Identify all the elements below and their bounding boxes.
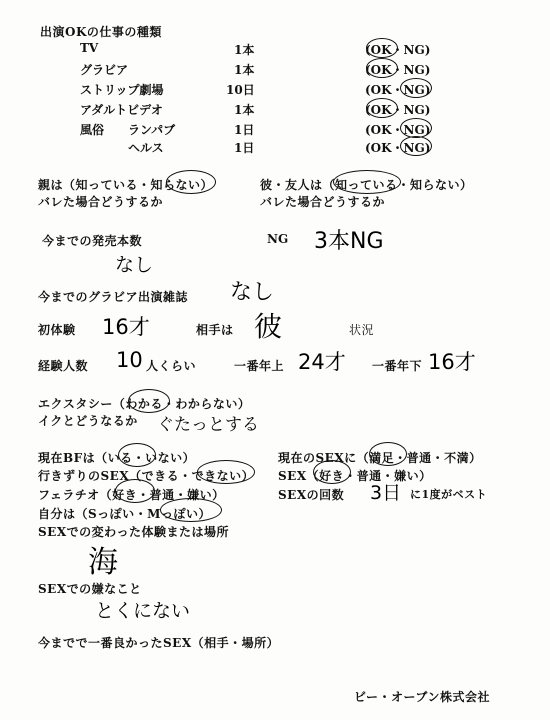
job-options: (OK・NG) (365, 63, 431, 77)
job-qty: 1本 (234, 43, 255, 57)
ng-circle-mark (400, 118, 432, 138)
company-name: ビー・オーブン株式会社 (354, 690, 490, 704)
friends-question: 彼・友人は（知っている・知らない） (260, 178, 473, 192)
job-qty: 1日 (234, 123, 255, 137)
answer-circle-mark (160, 498, 222, 522)
frequency-label: SEXの回数 (278, 488, 345, 502)
job-qty: 1日 (234, 141, 255, 155)
jobs-header: 出演OKの仕事の種類 (40, 25, 162, 39)
ng-circle-mark (400, 136, 432, 156)
answer-circle-mark (115, 479, 155, 503)
first-partner: 彼 (254, 310, 283, 343)
ecstasy-answer: ぐたっとする (157, 415, 259, 435)
unusual-experience-label: SEXでの変わった体験または場所 (38, 525, 230, 539)
job-qty: 10日 (226, 83, 255, 97)
self-type-question: 自分は（Sっぽい・Mっぽい） (38, 507, 211, 521)
frequency-answer: 3日 (370, 482, 402, 504)
releases-answer: なし (115, 254, 154, 276)
oldest-age: 24才 (298, 350, 346, 374)
releases-ng: NG (267, 232, 289, 246)
job-subname: ランパブ (128, 123, 176, 137)
experience-label: 経験人数 (38, 359, 89, 373)
answer-circle-mark (313, 460, 351, 484)
releases-handwritten-ng: 3本NG (314, 229, 384, 254)
job-name: ストリップ劇場 (80, 83, 164, 97)
ecstasy-question: エクスタシー（わかる・わからない） (38, 397, 251, 411)
youngest-age: 16才 (428, 350, 476, 374)
gravure-answer: なし (230, 280, 275, 305)
dislike-answer: とくにない (95, 600, 191, 622)
job-qty: 1本 (234, 63, 255, 77)
releases-label: 今までの発売本数 (42, 234, 143, 248)
ok-circle-mark (366, 98, 398, 118)
ok-circle-mark (366, 38, 398, 58)
gravure-label: 今までのグラビア出演雑誌 (38, 290, 189, 304)
experience-count: 10 (116, 348, 143, 372)
answer-circle-mark (166, 170, 216, 194)
friends-reaction: バレた場合どうするか (260, 195, 386, 209)
answer-circle-mark (333, 170, 401, 194)
bf-question: 現在BFは（いる・いない） (38, 451, 196, 465)
best-sex-label: 今までで一番良かったSEX（相手・場所） (38, 636, 280, 650)
job-qty: 1本 (234, 103, 255, 117)
dislike-label: SEXでの嫌なこと (38, 582, 142, 596)
sex-satisfaction-question: 現在のSEXに（満足・普通・不満） (278, 451, 482, 465)
job-name: グラビア (80, 63, 129, 77)
job-name: TV (80, 41, 99, 55)
situation-label: 状況 (349, 323, 375, 337)
ng-circle-mark (400, 78, 432, 98)
answer-circle-mark (369, 442, 407, 466)
experience-approx: 人くらい (146, 359, 197, 373)
youngest-label: 一番年下 (372, 359, 423, 373)
parents-reaction: バレた場合どうするか (38, 195, 164, 209)
answer-circle-mark (197, 460, 255, 484)
job-name: アダルトビデオ (80, 103, 163, 117)
first-experience-label: 初体験 (38, 323, 76, 337)
oldest-label: 一番年上 (234, 359, 285, 373)
job-options: (OK・NG) (365, 123, 431, 137)
fellatio-question: フェラチオ（好き・普通・嫌い） (38, 488, 225, 502)
ecstasy-followup: イクとどうなるか (38, 414, 138, 428)
unusual-experience-answer: 海 (88, 545, 118, 580)
job-name: 風俗 (80, 123, 105, 137)
first-age: 16才 (102, 315, 150, 339)
ok-circle-mark (366, 58, 398, 78)
frequency-suffix: に1度がベスト (410, 488, 488, 501)
sex-like-question: SEX（好き・普通・嫌い） (278, 469, 432, 483)
job-options: (OK・NG) (365, 141, 431, 155)
parents-question: 親は（知っている・知らない） (38, 178, 214, 192)
job-options: (OK・NG) (365, 103, 431, 117)
answer-circle-mark (118, 443, 156, 467)
oneoff-question: 行きずりのSEX（できる・できない） (38, 469, 255, 483)
job-options: (OK・NG) (365, 83, 431, 97)
job-options: (OK・NG) (365, 43, 431, 57)
first-partner-label: 相手は (196, 323, 234, 337)
job-subname: ヘルス (128, 141, 164, 155)
